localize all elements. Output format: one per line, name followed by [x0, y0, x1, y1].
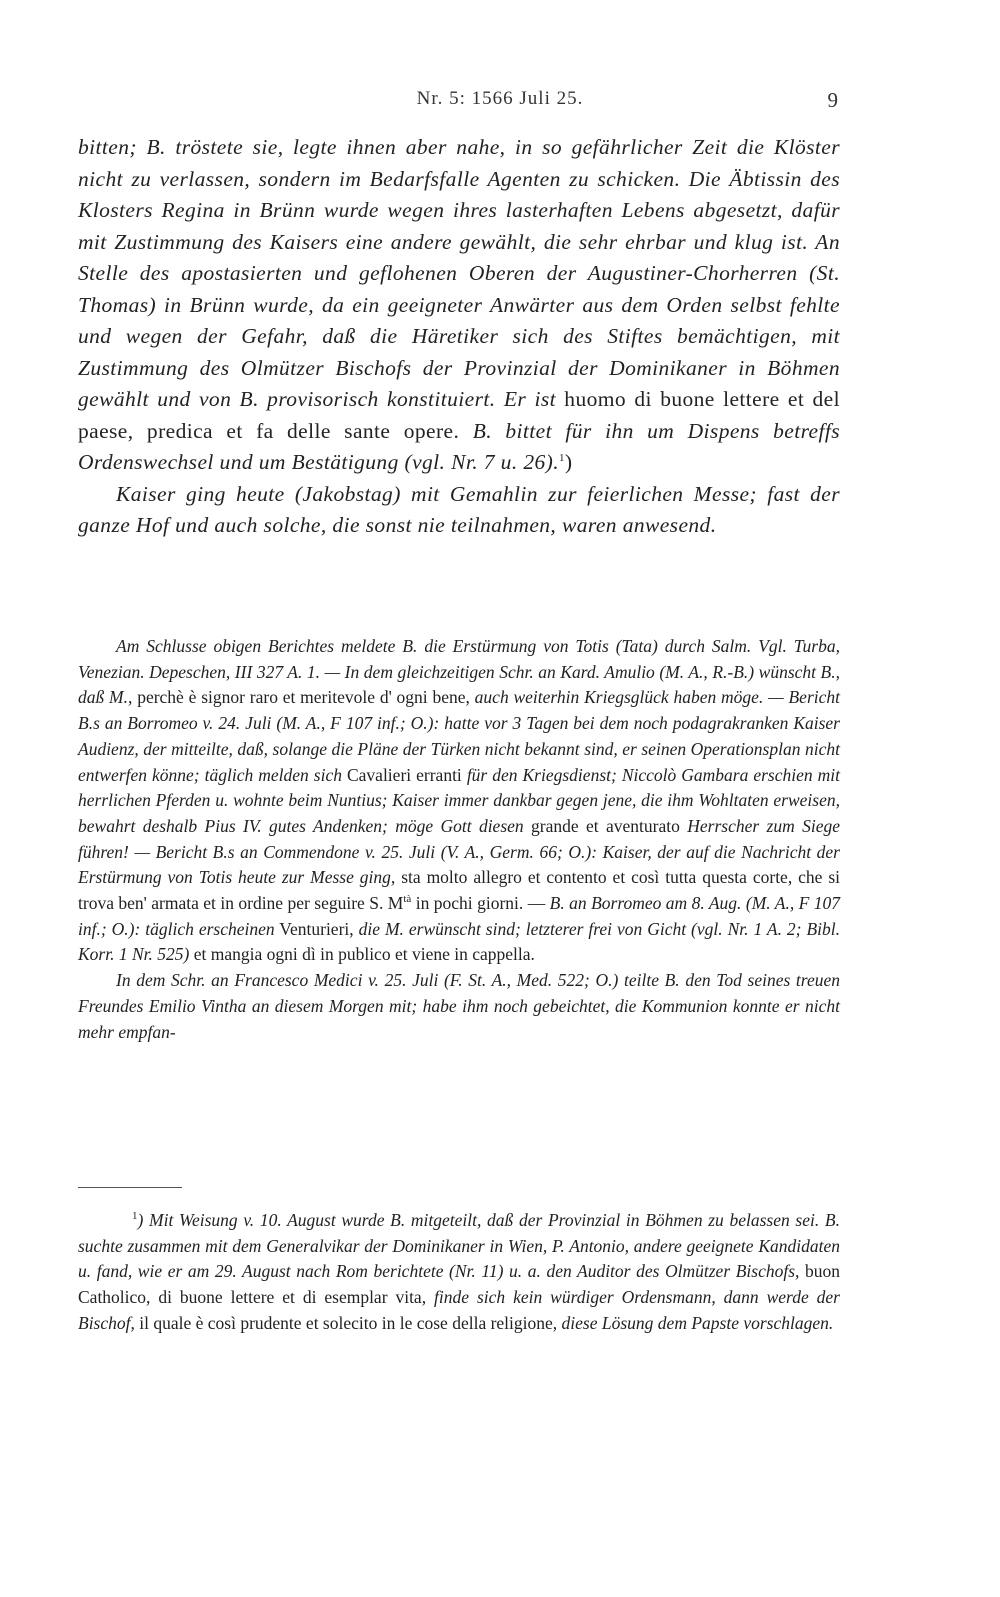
footnote-marker: 1	[559, 451, 565, 464]
text-roman: il quale è così prudente et solecito in le cose della religione,	[134, 1312, 562, 1333]
main-paragraph-2	[78, 479, 840, 542]
text-roman: in pochi giorni. —	[411, 893, 550, 914]
text-roman: grande et aventurato	[523, 815, 688, 836]
text-roman: Cavalieri erranti	[341, 764, 467, 785]
text-roman: Venturieri,	[274, 918, 359, 939]
page-number: 9	[827, 88, 838, 112]
footnote-rule	[78, 1187, 182, 1188]
text-roman: huomo di buone lettere et del paese, predica et fa delle sante opere.	[78, 387, 841, 443]
text-roman: )	[564, 450, 573, 474]
text-italic: auch weiterhin Kriegsglück haben möge. — Bericht B.s an Borromeo v. 24. Juli (M. A., F 107 inf.; O.): hatte vor 3 Tagen bei dem noch podagrakranken Kaiser Audienz, der mitteilte, daß, solange die Pläne der Türken nicht bekannt sind, er seinen Operationsplan nicht entwerfen könne; täglich melden sich	[78, 687, 841, 785]
text-italic: B. an Borromeo am 8. Aug. (M. A., F 107 inf.; O.): täglich erscheinen	[78, 893, 840, 939]
footnote-1	[78, 1208, 840, 1337]
text-italic: Kaiser ging heute (Jakobstag) mit Gemahlin zur feierlichen Messe; fast der ganze Hof und auch solche, die sonst nie teilnahmen, waren anwesend.	[78, 481, 840, 537]
main-paragraph-1	[78, 132, 840, 479]
text-italic: B. bittet für ihn um Dispens betreffs Ordenswechsel und um Bestätigung (vgl. Nr. 7 u. 26).	[78, 418, 840, 474]
text-roman: perchè è signor raro et meritevole d' ogni bene,	[132, 687, 475, 708]
text-italic: die M. erwünscht sind; letzterer frei von Gicht (vgl. Nr. 1 A. 2; Bibl. Korr. 1 Nr. 525)	[78, 918, 840, 965]
text-roman: sta molto allegro et contento et così tutta questa corte, che si trova ben' armata et in ordine per seguire S. M	[78, 867, 840, 914]
text-italic: für den Kriegsdienst; Niccolò Gambara erschien mit herrlichen Pferden u. wohnte beim Nuntius; Kaiser immer dankbar gegen jene, die ihm Wohltaten erweisen, bewahrt deshalb Pius IV. gutes Andenken; möge Gott diesen	[78, 764, 841, 836]
superscript: tà	[403, 893, 412, 906]
text-roman: buon Catholico, di buone lettere et di esemplar vita,	[78, 1261, 841, 1308]
text-italic: Am Schlusse obigen Berichtes meldete B. die Erstürmung von Totis (Tata) durch Salm. Vgl. Turba, Venezian. Depeschen, III 327 A. 1. — In dem gleichzeitigen Schr. an Kard. Amulio (M. A., R.-B.) wünscht B., daß M.,	[78, 636, 840, 708]
text-roman: et mangia ogni dì in publico et viene in cappella.	[189, 944, 535, 965]
text-italic: bitten; B. tröstete sie, legte ihnen aber nahe, in so gefährlicher Zeit die Klöster nicht zu verlassen, sondern im Bedarfsfalle Agenten zu schicken. Die Äbtissin des Klosters Regina in Brünn wurde wegen ihres lasterhaften Lebens abgesetzt, dafür mit Zustimmung des Kaisers eine andere gewählt, die sehr ehrbar und klug ist. An Stelle des apostasierten und geflohenen Oberen der Augustiner-Chorherren (St. Thomas) in Brünn wurde, da ein geeigneter Anwärter aus dem Orden selbst fehlte und wegen der Gefahr, daß die Häretiker sich des Stiftes bemächtigen, mit Zustimmung des Olmützer Bischofs der Provinzial der Dominikaner in Böhmen gewählt und von B. provisorisch konstituiert. Er ist	[78, 135, 840, 411]
text-italic: ) Mit Weisung v. 10. August wurde B. mitgeteilt, daß der Provinzial in Böhmen zu belassen sei. B. suchte zusammen mit dem Generalvikar der Dominikaner in Wien, P. Antonio, andere geeignete Kandidaten u. fand, wie er am 29. August nach Rom berichtete (Nr. 11) u. a. den Auditor des Olmützer Bischofs,	[78, 1210, 840, 1282]
note-paragraph-1	[78, 634, 840, 968]
main-text	[78, 132, 840, 542]
text-italic: Herrscher zum Siege führen! — Bericht B.s an Commendone v. 25. Juli (V. A., Germ. 66; O.): Kaiser, der auf die Nachricht der Erstürmung von Totis heute zur Messe ging,	[78, 815, 840, 888]
text-italic: diese Lösung dem Papste vorschlagen.	[561, 1312, 834, 1333]
note-paragraph-2	[78, 968, 840, 1045]
text-italic: In dem Schr. an Francesco Medici v. 25. Juli (F. St. A., Med. 522; O.) teilte B. den Tod seines treuen Freundes Emilio Vintha an diesem Morgen mit; habe ihm noch gebeichtet, die Kommunion konnte er nicht mehr empfan-	[78, 970, 840, 1042]
commentary-notes	[78, 634, 840, 1045]
footnote-number: 1	[132, 1210, 138, 1223]
header-reference: Nr. 5: 1566 Juli 25.	[416, 88, 584, 109]
text-italic: finde sich kein würdiger Ordensmann, dann werde der Bischof,	[78, 1287, 840, 1333]
running-header	[0, 88, 1000, 118]
